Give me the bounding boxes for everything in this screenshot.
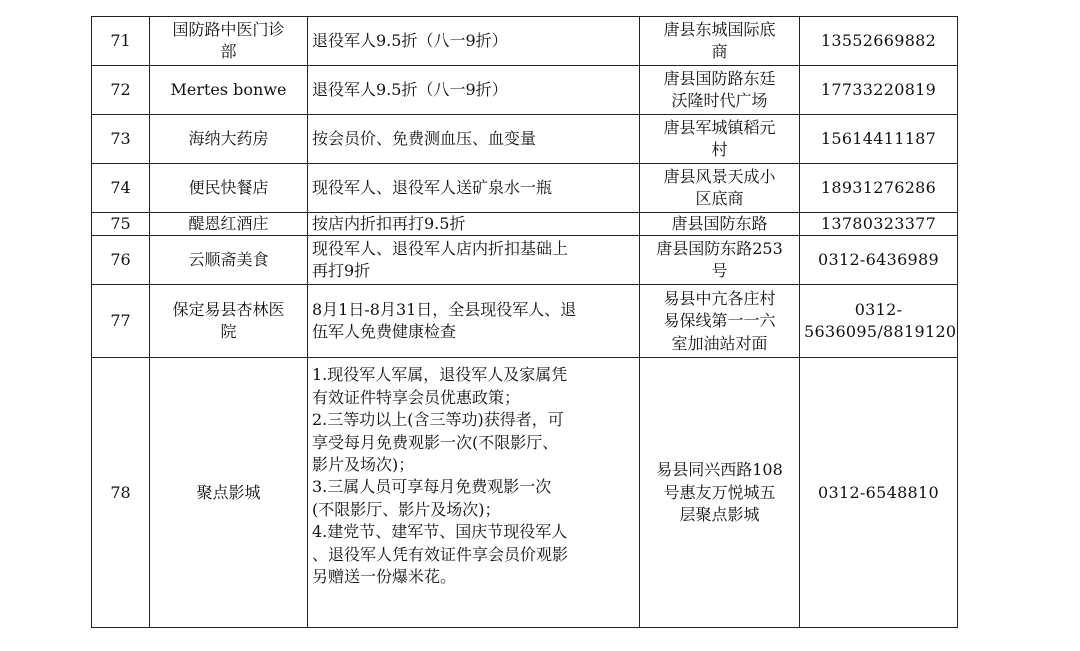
merchant-name bbox=[150, 213, 308, 236]
merchant-address-line: 区底商 bbox=[695, 189, 744, 208]
discount-offer-line: 现役军人、退役军人送矿泉水一瓶 bbox=[312, 177, 553, 197]
row-number: 75 bbox=[92, 213, 150, 236]
table-row bbox=[92, 285, 958, 358]
discount-offer-line: 退役军人9.5折（八一9折） bbox=[312, 30, 508, 50]
table-row bbox=[92, 66, 958, 115]
discount-offer bbox=[308, 236, 640, 285]
merchant-phone bbox=[800, 213, 958, 236]
discount-offer-line: 4.建党节、建军节、国庆节现役军人 bbox=[312, 522, 568, 542]
merchant-phone-line: 13552669882 bbox=[820, 30, 937, 50]
merchant-phone bbox=[800, 236, 958, 285]
merchant-phone bbox=[800, 66, 958, 115]
merchant-address-line: 唐县军城镇稻元 bbox=[663, 117, 776, 137]
row-number: 71 bbox=[92, 17, 150, 66]
merchant-name-line: 聚点影城 bbox=[196, 482, 261, 502]
merchant-address-line: 唐县东城国际底 bbox=[663, 19, 776, 39]
merchant-address-line: 易县同兴西路108 bbox=[656, 460, 783, 480]
merchant-address-line: 村 bbox=[711, 140, 728, 159]
merchant-name bbox=[150, 358, 308, 628]
table-body bbox=[92, 17, 958, 628]
merchant-address-line: 号惠友万悦城五 bbox=[663, 482, 776, 502]
merchant-name-line: 院 bbox=[220, 322, 237, 342]
merchant-address bbox=[640, 285, 800, 358]
merchant-address bbox=[640, 66, 800, 115]
merchant-name-line: Mertes bonwe bbox=[170, 79, 287, 99]
discount-offer-line: 伍军人免费健康检查 bbox=[312, 322, 457, 342]
discount-offer-line: 、退役军人凭有效证件享会员价观影 bbox=[312, 544, 569, 564]
merchant-address-line: 唐县国防东路253 bbox=[656, 239, 783, 258]
discount-offer bbox=[308, 213, 640, 236]
merchant-address bbox=[640, 115, 800, 164]
discount-offer-line: 按会员价、免费测血压、血变量 bbox=[312, 128, 537, 148]
merchant-phone-line: 17733220819 bbox=[820, 79, 937, 99]
merchant-address-line: 层聚点影城 bbox=[679, 505, 760, 525]
merchant-phone bbox=[800, 115, 958, 164]
merchant-name-line: 部 bbox=[220, 42, 237, 61]
merchant-phone-line: 0312-6548810 bbox=[818, 482, 939, 502]
merchant-phone bbox=[800, 17, 958, 66]
discount-offer bbox=[308, 115, 640, 164]
merchant-phone-line: 18931276286 bbox=[820, 177, 937, 197]
discount-offer-line: 再打9折 bbox=[312, 261, 371, 281]
discount-offer-line: 按店内折扣再打9.5折 bbox=[312, 214, 466, 233]
merchant-name-line: 国防路中医门诊 bbox=[172, 19, 285, 39]
merchant-name bbox=[150, 115, 308, 164]
discount-offer bbox=[308, 17, 640, 66]
merchant-address-line: 唐县国防东路 bbox=[671, 214, 768, 233]
discount-offer-line: 1.现役军人军属，退役军人及家属凭 bbox=[312, 365, 568, 385]
merchant-address-line: 沃隆时代广场 bbox=[671, 91, 768, 110]
merchant-name-line: 海纳大药房 bbox=[188, 128, 269, 148]
merchant-phone-line: 15614411187 bbox=[820, 128, 937, 148]
row-number: 72 bbox=[92, 66, 150, 115]
merchant-name-line: 醍恩红酒庄 bbox=[188, 214, 269, 233]
row-number: 76 bbox=[92, 236, 150, 285]
merchant-address bbox=[640, 164, 800, 213]
row-number: 74 bbox=[92, 164, 150, 213]
discount-offer-line: 另赠送一份爆米花。 bbox=[312, 567, 457, 587]
discount-offer bbox=[308, 358, 640, 628]
merchant-phone bbox=[800, 358, 958, 628]
discount-offer-line: 影片及场次)； bbox=[312, 455, 415, 475]
discount-offer-line: 2.三等功以上(含三等功)获得者，可 bbox=[312, 410, 564, 430]
merchant-address-line: 号 bbox=[711, 261, 728, 281]
table-row bbox=[92, 236, 958, 285]
discount-offer-line: 退役军人9.5折（八一9折） bbox=[312, 79, 508, 99]
discount-offer-line: 现役军人、退役军人店内折扣基础上 bbox=[312, 239, 569, 258]
merchant-name bbox=[150, 285, 308, 358]
merchant-name-line: 保定易县杏林医 bbox=[172, 300, 285, 319]
discount-offer bbox=[308, 285, 640, 358]
table-row bbox=[92, 115, 958, 164]
merchant-discount-table bbox=[91, 16, 958, 628]
table-row bbox=[92, 358, 958, 628]
merchant-address-line: 商 bbox=[711, 42, 728, 61]
merchant-address-line: 唐县风景天成小 bbox=[663, 166, 776, 186]
discount-offer-line: 3.三属人员可享每月免费观影一次 bbox=[312, 477, 552, 497]
merchant-phone-line: 0312-6436989 bbox=[818, 250, 939, 270]
merchant-name bbox=[150, 66, 308, 115]
row-number: 73 bbox=[92, 115, 150, 164]
row-number: 78 bbox=[92, 358, 150, 628]
merchant-address-line: 易县中亢各庄村 bbox=[663, 288, 776, 308]
merchant-address bbox=[640, 17, 800, 66]
discount-offer-line: 享受每月免费观影一次(不限影厅、 bbox=[312, 432, 559, 452]
table-row bbox=[92, 213, 958, 236]
merchant-address-line: 唐县国防路东廷 bbox=[663, 68, 776, 88]
merchant-name-line: 云顺斋美食 bbox=[188, 250, 269, 270]
discount-offer bbox=[308, 66, 640, 115]
merchant-phone-line: 5636095/8819120 bbox=[804, 322, 957, 342]
table-row bbox=[92, 164, 958, 213]
merchant-phone-line: 13780323377 bbox=[820, 214, 937, 233]
merchant-phone bbox=[800, 164, 958, 213]
merchant-name bbox=[150, 17, 308, 66]
merchant-phone bbox=[800, 285, 958, 358]
row-number: 77 bbox=[92, 285, 150, 358]
discount-offer-line: (不限影厅、影片及场次)； bbox=[312, 499, 501, 519]
discount-offer bbox=[308, 164, 640, 213]
merchant-address bbox=[640, 236, 800, 285]
merchant-name bbox=[150, 164, 308, 213]
merchant-phone-line: 0312- bbox=[854, 300, 903, 319]
merchant-name-line: 便民快餐店 bbox=[188, 177, 269, 197]
merchant-address-line: 室加油站对面 bbox=[671, 333, 768, 353]
merchant-address bbox=[640, 213, 800, 236]
table-row bbox=[92, 17, 958, 66]
merchant-address bbox=[640, 358, 800, 628]
merchant-name bbox=[150, 236, 308, 285]
discount-offer-line: 8月1日-8月31日，全县现役军人、退 bbox=[312, 300, 577, 319]
discount-offer-line: 有效证件特享会员优惠政策； bbox=[312, 387, 521, 407]
merchant-address-line: 易保线第一一六 bbox=[663, 311, 776, 331]
